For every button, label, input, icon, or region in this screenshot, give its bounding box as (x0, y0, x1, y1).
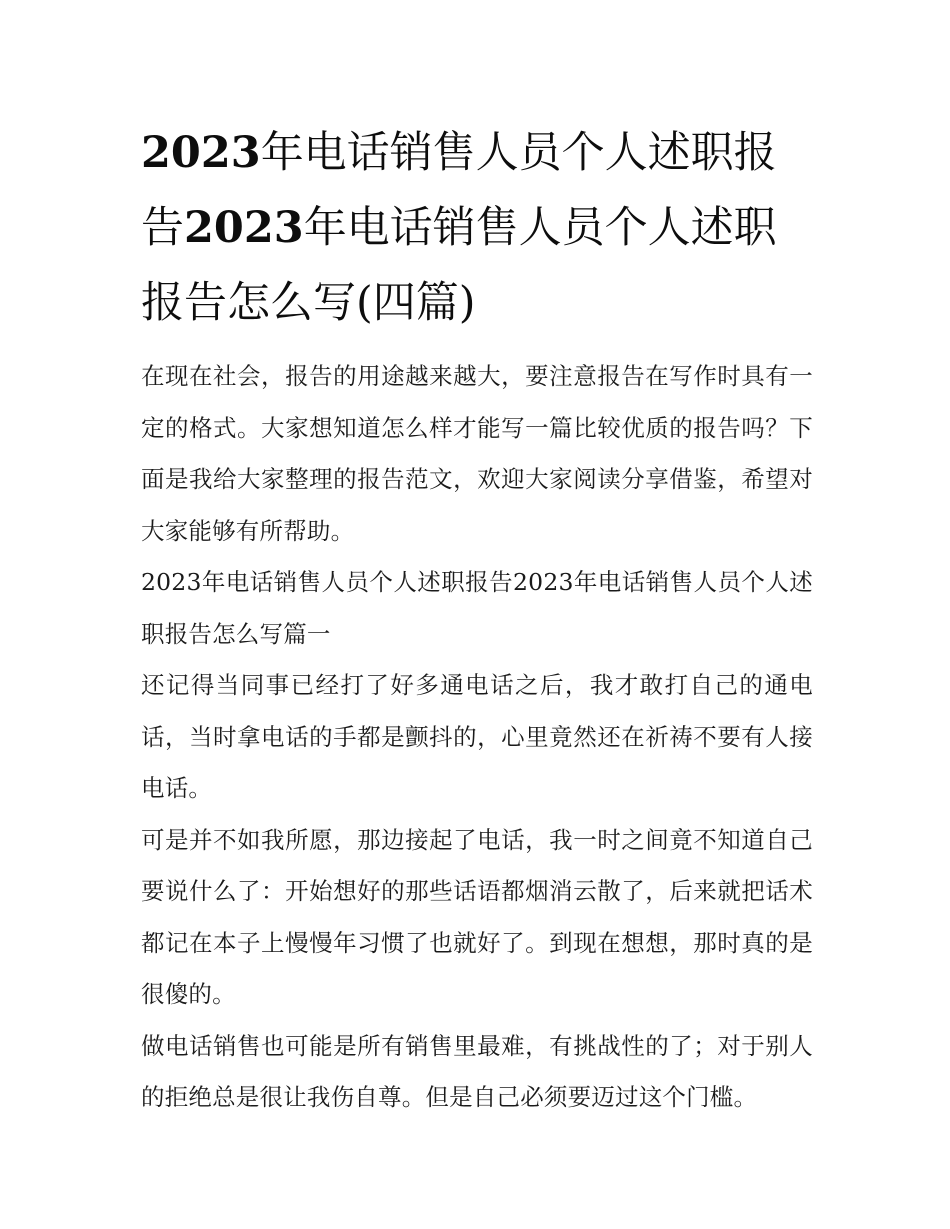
document-title: 2023年电话销售人员个人述职报告2023年电话销售人员个人述职报告怎么写(四篇) (141, 128, 777, 328)
body-paragraph: 可是并不如我所愿，那边接起了电话，我一时之间竟不知道自己要说什么了：开始想好的那些话语都烟消云散了，后来就把话术都记在本子上慢慢年习惯了也就好了。到现在想想，那时真的是很傻的。 (141, 825, 813, 1008)
title-year: 2023 (141, 128, 261, 178)
title-year: 2023 (184, 203, 304, 253)
body-paragraph: 做电话销售也可能是所有销售里最难，有挑战性的了；对于别人的拒绝总是很让我伤自尊。但是自己必须要迈过这个门槛。 (141, 1031, 813, 1111)
document-body (141, 116, 813, 1124)
intro-paragraph: 在现在社会，报告的用途越来越大，要注意报告在写作时具有一定的格式。大家想知道怎么样才能写一篇比较优质的报告吗？下面是我给大家整理的报告范文，欢迎大家阅读分享借鉴，希望对大家能够有所帮助。 (141, 362, 813, 545)
body-paragraph: 还记得当同事已经打了好多通电话之后，我才敢打自己的通电话，当时拿电话的手都是颤抖的，心里竟然还在祈祷不要有人接电话。 (141, 671, 813, 802)
section-heading: 2023年电话销售人员个人述职报告2023年电话销售人员个人述职报告怎么写篇一 (141, 568, 813, 648)
